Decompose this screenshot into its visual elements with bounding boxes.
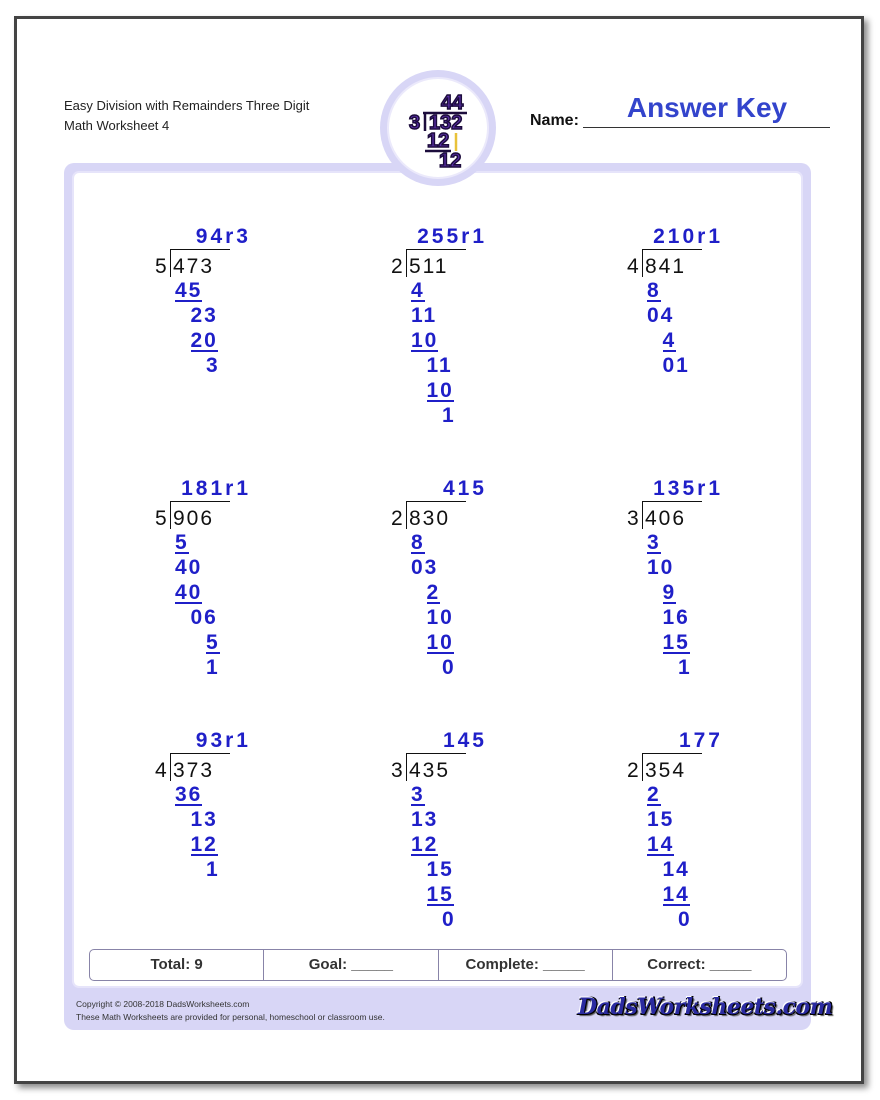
remainder-step: 10 xyxy=(647,556,675,579)
remainder-step: 13 xyxy=(411,808,439,831)
quotient: 145 xyxy=(442,729,487,752)
divisor: 4 xyxy=(627,255,641,278)
divisor: 2 xyxy=(391,507,405,530)
dividend: 830 xyxy=(409,507,451,530)
subtraction-step: 10 xyxy=(411,329,439,352)
quotient: 255r1 xyxy=(417,225,487,248)
subtraction-step: 14 xyxy=(647,833,675,856)
svg-text:132: 132 xyxy=(429,112,463,134)
divisor: 2 xyxy=(391,255,405,278)
name-underline xyxy=(583,127,830,128)
usage-text: These Math Worksheets are provided for personal, homeschool or classroom use. xyxy=(76,1012,385,1022)
remainder-step: 1 xyxy=(206,858,220,881)
remainder-step: 16 xyxy=(662,606,690,629)
quotient: 177 xyxy=(678,729,723,752)
footer-copyright xyxy=(76,998,385,1024)
title-line-1: Easy Division with Remainders Three Digit xyxy=(64,98,310,113)
remainder-step: 04 xyxy=(647,304,675,327)
logo-ring xyxy=(387,77,489,179)
subtraction-step: 12 xyxy=(190,833,218,856)
subtraction-step: 3 xyxy=(411,783,425,806)
score-goal: Goal: _____ xyxy=(264,950,438,980)
brand-logo: DadsWorksheets.com xyxy=(578,994,833,1020)
remainder-step: 23 xyxy=(190,304,218,327)
dividend: 841 xyxy=(645,255,687,278)
remainder-step: 15 xyxy=(647,808,675,831)
remainder-step: 0 xyxy=(678,908,692,931)
subtraction-step: 4 xyxy=(662,329,677,352)
score-correct: Correct: _____ xyxy=(647,956,752,973)
subtraction-step: 2 xyxy=(647,783,661,806)
subtraction-step: 45 xyxy=(175,279,203,302)
subtraction-step: 36 xyxy=(175,783,203,806)
remainder-step: 13 xyxy=(190,808,218,831)
svg-text:3: 3 xyxy=(409,112,421,134)
dividend: 373 xyxy=(173,759,215,782)
remainder-step: 11 xyxy=(426,354,453,377)
divisor: 5 xyxy=(155,255,169,278)
long-division-logo-icon xyxy=(407,91,473,171)
remainder-step: 0 xyxy=(442,908,456,931)
dividend: 354 xyxy=(645,759,687,782)
remainder-step: 40 xyxy=(175,556,203,579)
divisor: 3 xyxy=(391,759,405,782)
subtraction-step: 15 xyxy=(426,883,454,906)
subtraction-step: 9 xyxy=(662,581,677,604)
subtraction-step: 40 xyxy=(175,581,203,604)
subtraction-step: 10 xyxy=(426,631,454,654)
dividend: 435 xyxy=(409,759,451,782)
subtraction-step: 4 xyxy=(411,279,425,302)
dividend: 406 xyxy=(645,507,687,530)
remainder-step: 3 xyxy=(206,354,220,377)
name-value: Answer Key xyxy=(626,92,788,123)
remainder-step: 01 xyxy=(662,354,690,377)
subtraction-step: 5 xyxy=(206,631,220,654)
svg-text:44: 44 xyxy=(441,92,464,114)
name-label: Name: xyxy=(530,112,579,129)
subtraction-step: 5 xyxy=(175,531,189,554)
title-line-2: Math Worksheet 4 xyxy=(64,118,170,133)
logo-badge xyxy=(380,70,496,186)
score-table xyxy=(89,949,787,981)
remainder-step: 06 xyxy=(190,606,218,629)
subtraction-step: 3 xyxy=(647,531,661,554)
divisor: 3 xyxy=(627,507,641,530)
remainder-step: 1 xyxy=(678,656,692,679)
quotient: 181r1 xyxy=(181,477,251,500)
quotient: 93r1 xyxy=(195,729,251,752)
subtraction-step: 2 xyxy=(426,581,441,604)
divisor: 2 xyxy=(627,759,641,782)
dividend: 473 xyxy=(173,255,215,278)
remainder-step: 14 xyxy=(662,858,690,881)
score-total: Total: 9 xyxy=(90,950,264,980)
dividend: 906 xyxy=(173,507,215,530)
svg-text:12: 12 xyxy=(439,150,462,171)
score-complete: Complete: _____ xyxy=(439,950,613,980)
remainder-step: 11 xyxy=(411,304,438,327)
subtraction-step: 8 xyxy=(647,279,661,302)
subtraction-step: 12 xyxy=(411,833,439,856)
remainder-step: 10 xyxy=(426,606,454,629)
subtraction-step: 10 xyxy=(426,379,454,402)
copyright-text: Copyright © 2008-2018 DadsWorksheets.com xyxy=(76,999,250,1009)
divisor: 4 xyxy=(155,759,169,782)
divisor: 5 xyxy=(155,507,169,530)
quotient: 415 xyxy=(442,477,487,500)
dividend: 511 xyxy=(409,255,449,278)
subtraction-step: 20 xyxy=(190,329,218,352)
worksheet-title xyxy=(64,96,309,136)
remainder-step: 1 xyxy=(442,404,456,427)
remainder-step: 1 xyxy=(206,656,220,679)
subtraction-step: 14 xyxy=(662,883,690,906)
remainder-step: 0 xyxy=(442,656,456,679)
svg-text:12: 12 xyxy=(427,130,450,152)
subtraction-step: 15 xyxy=(662,631,690,654)
remainder-step: 15 xyxy=(426,858,454,881)
quotient: 210r1 xyxy=(653,225,723,248)
subtraction-step: 8 xyxy=(411,531,425,554)
remainder-step: 03 xyxy=(411,556,439,579)
quotient: 135r1 xyxy=(653,477,723,500)
name-field xyxy=(530,92,830,132)
quotient: 94r3 xyxy=(195,225,251,248)
